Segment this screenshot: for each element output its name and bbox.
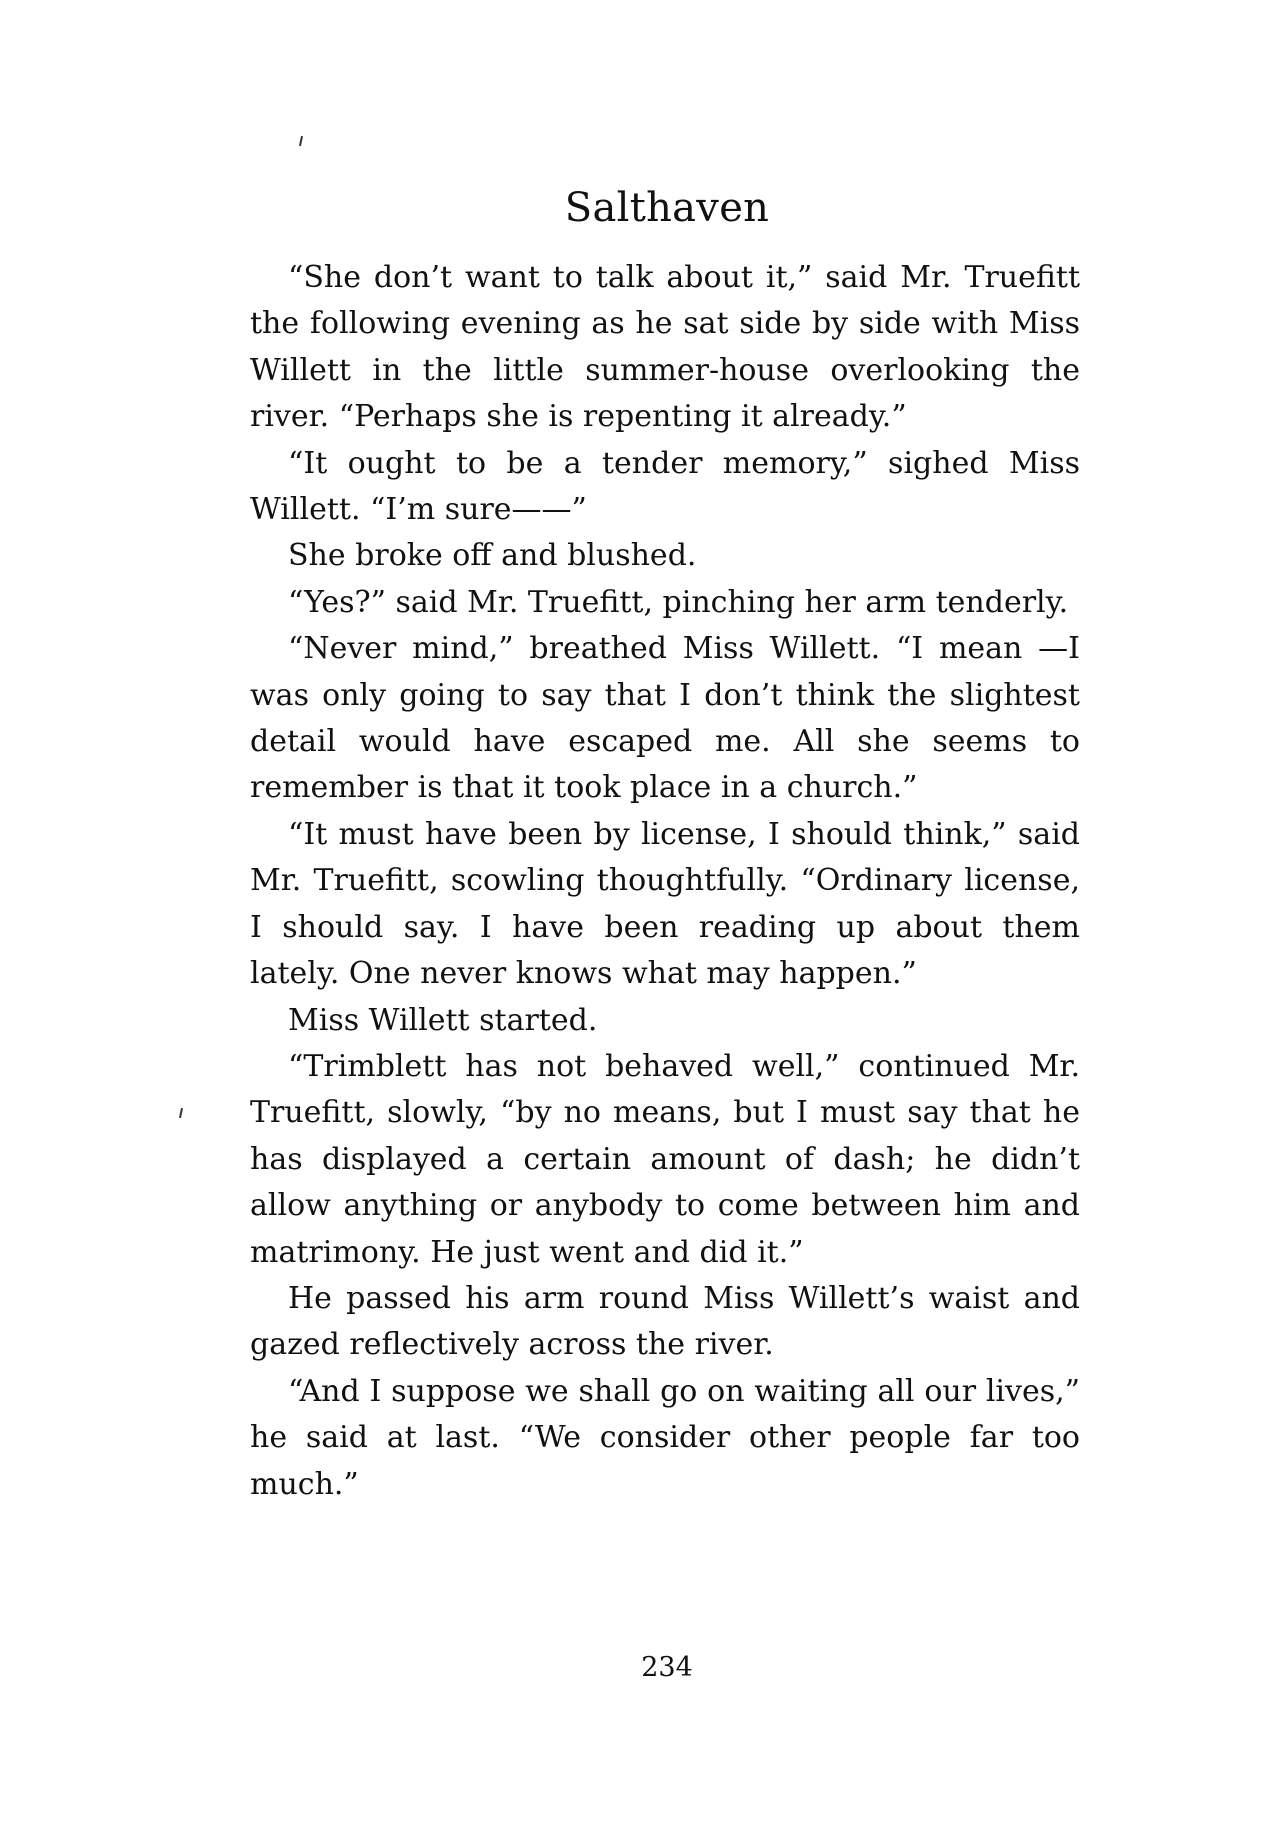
paragraph: “She don’t want to talk about it,” said Mr. Truefitt the following evening as he sat side by side with Miss Willett in the little summer-house overlooking the river. “Perhaps she is repenting it already.” [250, 260, 1080, 435]
paragraph: Miss Willett started. [288, 1002, 598, 1038]
paragraph: He passed his arm round Miss Willett’s waist and gazed reflectively across the river. [250, 1280, 1080, 1363]
paragraph: “And I suppose we shall go on waiting all our lives,” he said at last. “We consider other people far too much.” [250, 1373, 1080, 1502]
paragraph: She broke off and blushed. [288, 538, 697, 574]
running-title: Salthaven [564, 185, 770, 231]
paragraph: “Trimblett has not behaved well,” continued Mr. Truefitt, slowly, “by no means, but I must say that he has displayed a certain amount of dash; he didn’t allow anything or anybody to come between him and matrimony. He just went and did it.” [250, 1048, 1080, 1270]
paragraph: “It ought to be a tender memory,” sighed Miss Willett. “I’m sure——” [250, 445, 1080, 528]
page-number: 234 [641, 1652, 693, 1683]
paragraph: “Yes?” said Mr. Truefitt, pinching her arm tenderly. [288, 584, 1069, 620]
ink-speck [299, 136, 303, 146]
body-text [250, 255, 1080, 1508]
paragraph: “It must have been by license, I should think,” said Mr. Truefitt, scowling thoughtfully. “Ordinary license, I should say. I have been reading up about them lately. One never knows what may happen.” [250, 816, 1080, 992]
paragraph: “Never mind,” breathed Miss Willett. “I mean —I was only going to say that I don’t think the slightest detail would have escaped me. All she seems to remember is that it took place in a church.” [250, 631, 1080, 806]
ink-speck [179, 1108, 183, 1118]
